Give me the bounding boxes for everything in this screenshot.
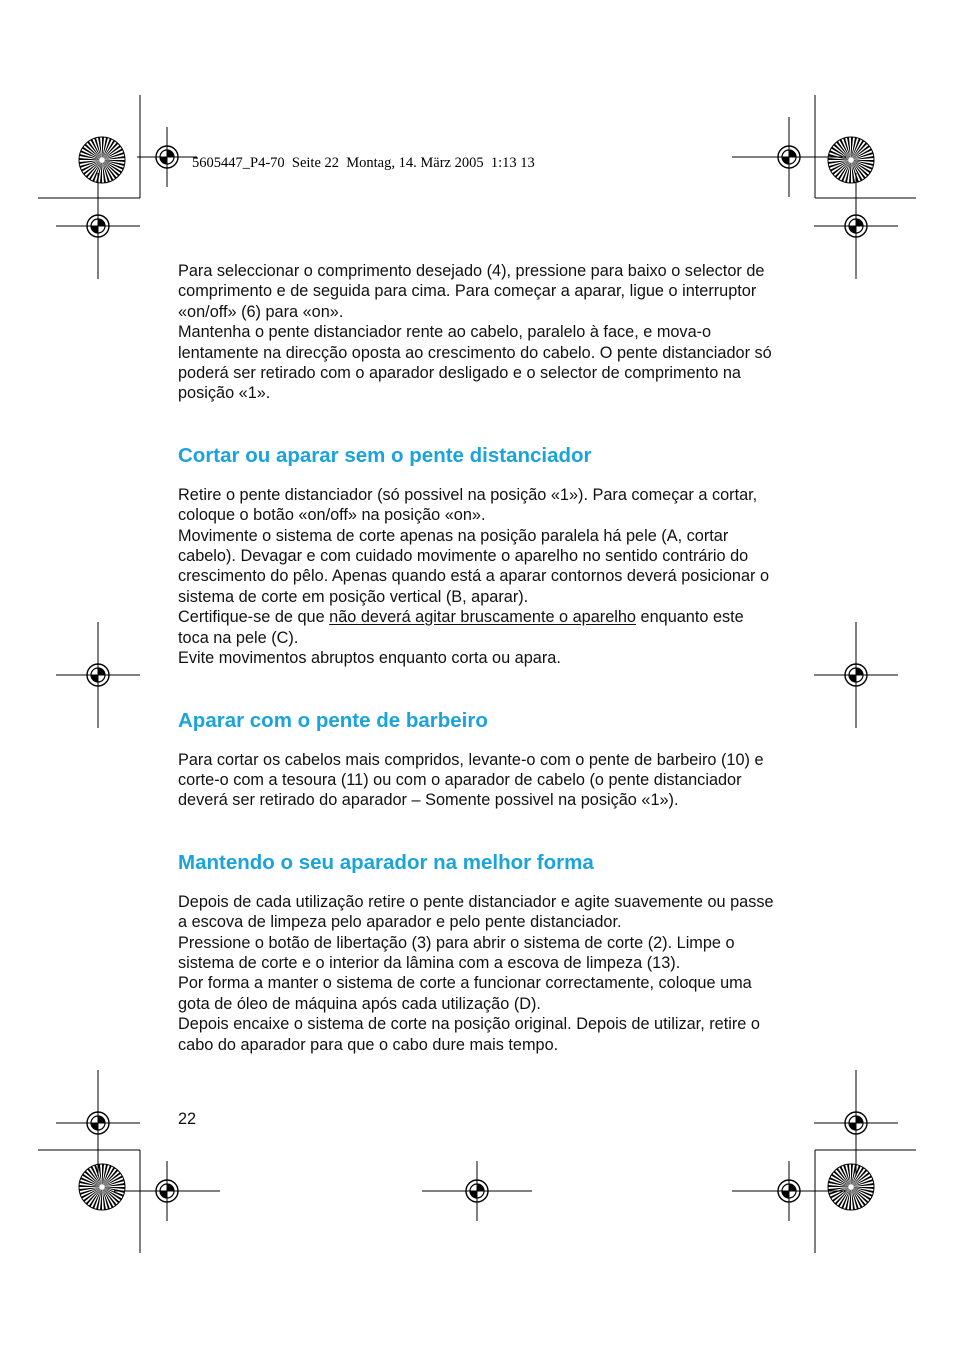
section1-p3-underlined: não deverá agitar bruscamente o aparelho bbox=[329, 608, 636, 627]
print-slug-line: 5605447_P4-70 Seite 22 Montag, 14. März 2005 1:13 13 bbox=[192, 155, 535, 171]
intro-paragraph-1: Para seleccionar o comprimento desejado (4), pressione para baixo o selector de comprimento e de seguida para cima. Para começar a aparar, ligue o interruptor «on/off» (6) para «on». bbox=[178, 262, 765, 321]
registration-target-icon bbox=[814, 173, 898, 279]
registration-target-icon bbox=[732, 117, 846, 197]
section1-p3-start: Certifique-se de que bbox=[178, 608, 330, 627]
registration-target-icon bbox=[814, 1070, 898, 1176]
registration-target-icon bbox=[56, 173, 140, 279]
section1-paragraph-2: Movimente o sistema de corte apenas na posição paralela há pele (A, cortar cabelo). Devagar e com cuidado movimente o aparelho no sentido contrário do crescimento do pêlo. Apenas quando está a aparar contornos deverá posicionar o sistema de corte em posição vertical (B, aparar). bbox=[178, 526, 770, 606]
section-heading-maintenance: Mantendo o seu aparador na melhor forma bbox=[178, 850, 594, 874]
section-heading-barber-comb: Aparar com o pente de barbeiro bbox=[178, 708, 488, 732]
section1-paragraph-1: Retire o pente distanciador (só possivel na posição «1»). Para começar a cortar, coloque o botão «on/off» na posição «on». bbox=[178, 485, 758, 525]
section1-paragraph-4: Evite movimentos abruptos enquanto corta ou apara. bbox=[178, 649, 561, 668]
section2-paragraph-1: Para cortar os cabelos mais compridos, levante-o com o pente de barbeiro (10) e corte-o com a tesoura (11) ou com o aparador de cabelo (o pente distanciador deverá ser retirado do aparador – Somente possivel na posição «1»). bbox=[178, 750, 764, 810]
intro-paragraph-2: Mantenha o pente distanciador rente ao cabelo, paralelo à face, e mova-o lentamente na direcção oposta ao crescimento do cabelo. O pente distanciador só poderá ser retirado com o aparador desligado e o selector de comprimento na posição «1». bbox=[178, 323, 772, 403]
page-number: 22 bbox=[178, 1110, 197, 1128]
registration-target-icon bbox=[732, 1161, 846, 1221]
registration-target-icon bbox=[114, 1161, 220, 1221]
registration-target-icon bbox=[422, 1161, 532, 1221]
text-body bbox=[178, 261, 778, 1055]
section3-paragraph-3: Por forma a manter o sistema de corte a funcionar correctamente, coloque uma gota de óleo de máquina após cada utilização (D). bbox=[178, 974, 752, 1013]
starburst-mark-icon bbox=[79, 1164, 125, 1210]
registration-target-icon bbox=[56, 622, 140, 728]
registration-target-icon bbox=[137, 127, 197, 187]
section3-paragraph-4: Depois encaixe o sistema de corte na posição original. Depois de utilizar, retire o cabo do aparador para que o cabo dure mais tempo. bbox=[178, 1015, 760, 1054]
starburst-mark-icon bbox=[828, 1164, 874, 1210]
section3-paragraph-1: Depois de cada utilização retire o pente distanciador e agite suavemente ou passe a escova de limpeza pelo aparador e pelo pente distanciador. bbox=[178, 892, 774, 932]
registration-target-icon bbox=[814, 622, 898, 728]
section1-paragraph-3 bbox=[178, 607, 778, 648]
registration-target-icon bbox=[56, 1070, 140, 1176]
section1-p3-end: enquanto este toca na pele (C). bbox=[178, 608, 744, 647]
section-heading-cutting: Cortar ou aparar sem o pente distanciador bbox=[178, 443, 592, 467]
section3-paragraph-2: Pressione o botão de libertação (3) para abrir o sistema de corte (2). Limpe o sistema de corte e o interior da lâmina com a escova de limpeza (13). bbox=[178, 933, 735, 972]
starburst-mark-icon bbox=[79, 137, 125, 183]
starburst-mark-icon bbox=[828, 137, 874, 183]
